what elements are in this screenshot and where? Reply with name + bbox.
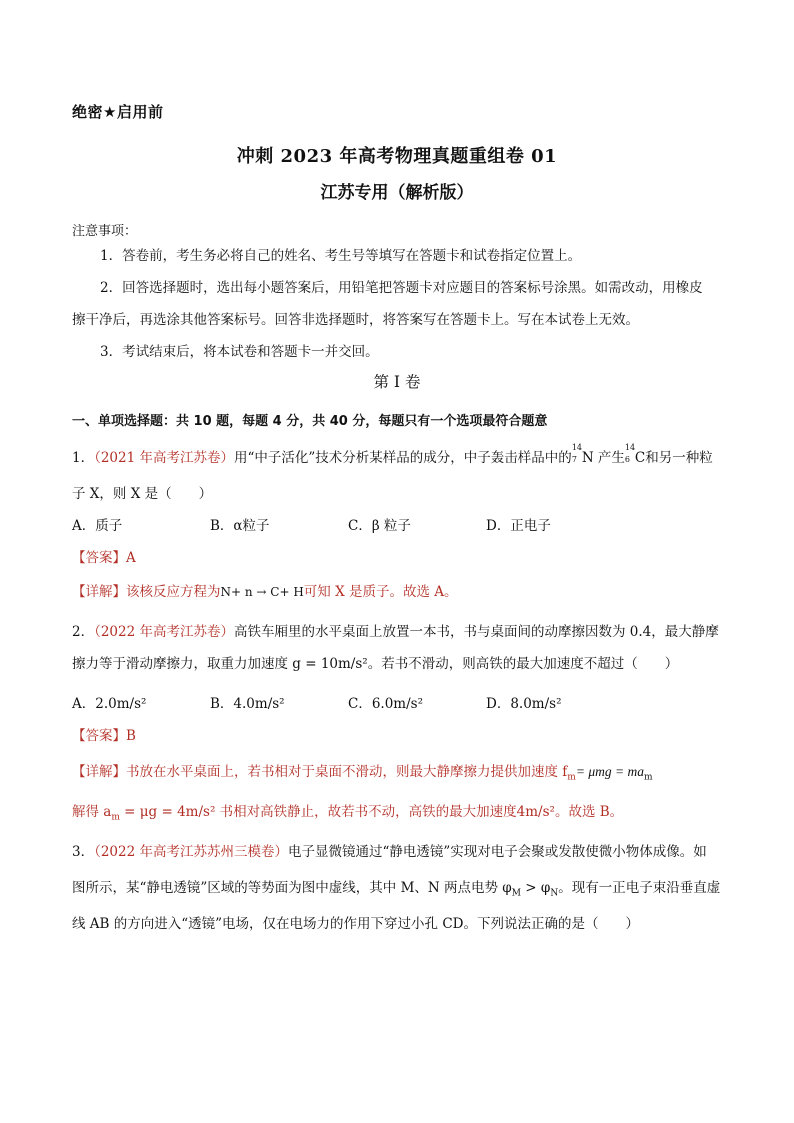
- answer-label: 【答案】: [72, 728, 126, 744]
- detail-2-line-1: 【详解】书放在水平桌面上，若书相对于桌面不滑动，则最大静摩擦力提供加速度 $f_m= \mu mg = ma_m$: [72, 764, 653, 783]
- friction-equation: = μmg = ma: [575, 764, 644, 779]
- notice-item-1: 1．答卷前，考生务必将自己的姓名、考生号等填写在答题卡和试卷指定位置上。: [100, 248, 582, 264]
- detail-label: 【详解】: [72, 584, 126, 600]
- answer-2: [72, 724, 136, 744]
- isotope-nitrogen: 14 7: [571, 443, 582, 464]
- question-stem-part: N 产生: [581, 450, 625, 466]
- question-number: 3．: [72, 844, 95, 860]
- question-3-line-2: 图所示，某“静电透镜”区域的等势面为图中虚线，其中 M、N 两点电势 $\varphi_M > \varphi_N$。现有一正电子束沿垂直虚: [72, 880, 721, 899]
- question-3-line-3: 线 AB 的方向进入“透镜”电场，仅在电场力的作用下穿过小孔 CD。下列说法正确的是（ ）: [72, 916, 639, 932]
- question-number: 1．: [72, 450, 95, 466]
- option-c: C．6.0m/s²: [348, 696, 423, 712]
- page-subtitle: 江苏专用（解析版）: [320, 183, 474, 203]
- question-stem: 。现有一正电子束沿垂直虚: [558, 880, 721, 896]
- answer-label: 【答案】: [72, 550, 126, 566]
- question-1-line-1: [72, 443, 713, 466]
- volume-label: 第 I 卷: [373, 373, 421, 391]
- detail-text: 书放在水平桌面上，若书相对于桌面不滑动，则最大静摩擦力提供加速度 f: [126, 764, 568, 780]
- answer-value: A: [126, 550, 136, 566]
- option-b: B．4.0m/s²: [210, 696, 285, 712]
- detail-label: 【详解】: [72, 764, 126, 780]
- option-c: C．β 粒子: [348, 518, 411, 534]
- isotope-carbon: 14 6: [624, 443, 636, 464]
- option-a: A．质子: [72, 518, 123, 534]
- detail-1: [72, 580, 458, 600]
- detail-text: 该核反应方程为: [126, 584, 221, 600]
- nuclear-equation: N+ n → C+ H: [220, 585, 304, 599]
- detail-text: = μg = 4m/s² 书相对高铁静止，故若书不动，高铁的最大加速度4m/s²。故选 B。: [119, 804, 624, 820]
- notice-item-3: 3．考试结束后，将本试卷和答题卡一并交回。: [100, 344, 379, 360]
- question-stem: > φ: [520, 880, 551, 896]
- answer-1: [72, 546, 136, 566]
- detail-text: 可知 X 是质子。故选 A。: [303, 584, 458, 600]
- question-stem: 电子显微镜通过“静电透镜”实现对电子会聚或发散使微小物体成像。如: [288, 844, 707, 860]
- question-3-line-1: [72, 840, 707, 860]
- option-d: D．8.0m/s²: [486, 696, 562, 712]
- question-source: （2022 年高考江苏苏州三模卷）: [94, 844, 288, 860]
- detail-2-line-2: 解得 $a_m = \mu g = 4m/s^2$ 书相对高铁静止，故若书不动，高铁的最大加速度4m/s²。故选 B。: [72, 804, 624, 823]
- question-number: 2．: [72, 624, 95, 640]
- question-stem: 高铁车厢里的水平桌面上放置一本书，书与桌面间的动摩擦因数为 0.4，最大静摩: [234, 624, 719, 640]
- notice-item-2: 2．回答选择题时，选出每小题答案后，用铅笔把答题卡对应题目的答案标号涂黑。如需改动，用橡皮: [100, 280, 703, 296]
- secret-mark: 绝密★启用前: [72, 103, 164, 121]
- option-a: A．2.0m/s²: [72, 696, 147, 712]
- question-source: （2021 年高考江苏卷）: [94, 450, 234, 466]
- answer-value: B: [126, 728, 136, 744]
- option-d: D．正电子: [486, 518, 551, 534]
- page-title: 冲刺 2023 年高考物理真题重组卷 01: [236, 146, 558, 167]
- question-stem: 图所示，某“静电透镜”区域的等势面为图中虚线，其中 M、N 两点电势 φ: [72, 880, 512, 896]
- question-source: （2022 年高考江苏卷）: [94, 624, 234, 640]
- section-heading: 一、单项选择题：共 10 题，每题 4 分，共 40 分，每题只有一个选项最符合题意: [72, 414, 548, 429]
- question-1-line-2: 子 X，则 X 是（ ）: [72, 486, 213, 502]
- notice-item-2-cont: 擦干净后，再选涂其他答案标号。回答非选择题时，将答案写在答题卡上。写在本试卷上无效。: [72, 312, 639, 328]
- question-2-line-2: 擦力等于滑动摩擦力，取重力加速度 g = 10m/s²。若书不滑动，则高铁的最大加速度不超过（ ）: [72, 656, 679, 672]
- notice-heading: 注意事项：: [72, 224, 138, 239]
- question-stem: 用“中子活化”技术分析某样品的成分，中子轰击样品中的: [234, 450, 572, 466]
- question-stem-part: C和另一种粒: [634, 450, 713, 466]
- detail-text: 解得 a: [72, 804, 112, 820]
- option-b: B．α粒子: [210, 518, 270, 534]
- question-2-line-1: [72, 620, 719, 640]
